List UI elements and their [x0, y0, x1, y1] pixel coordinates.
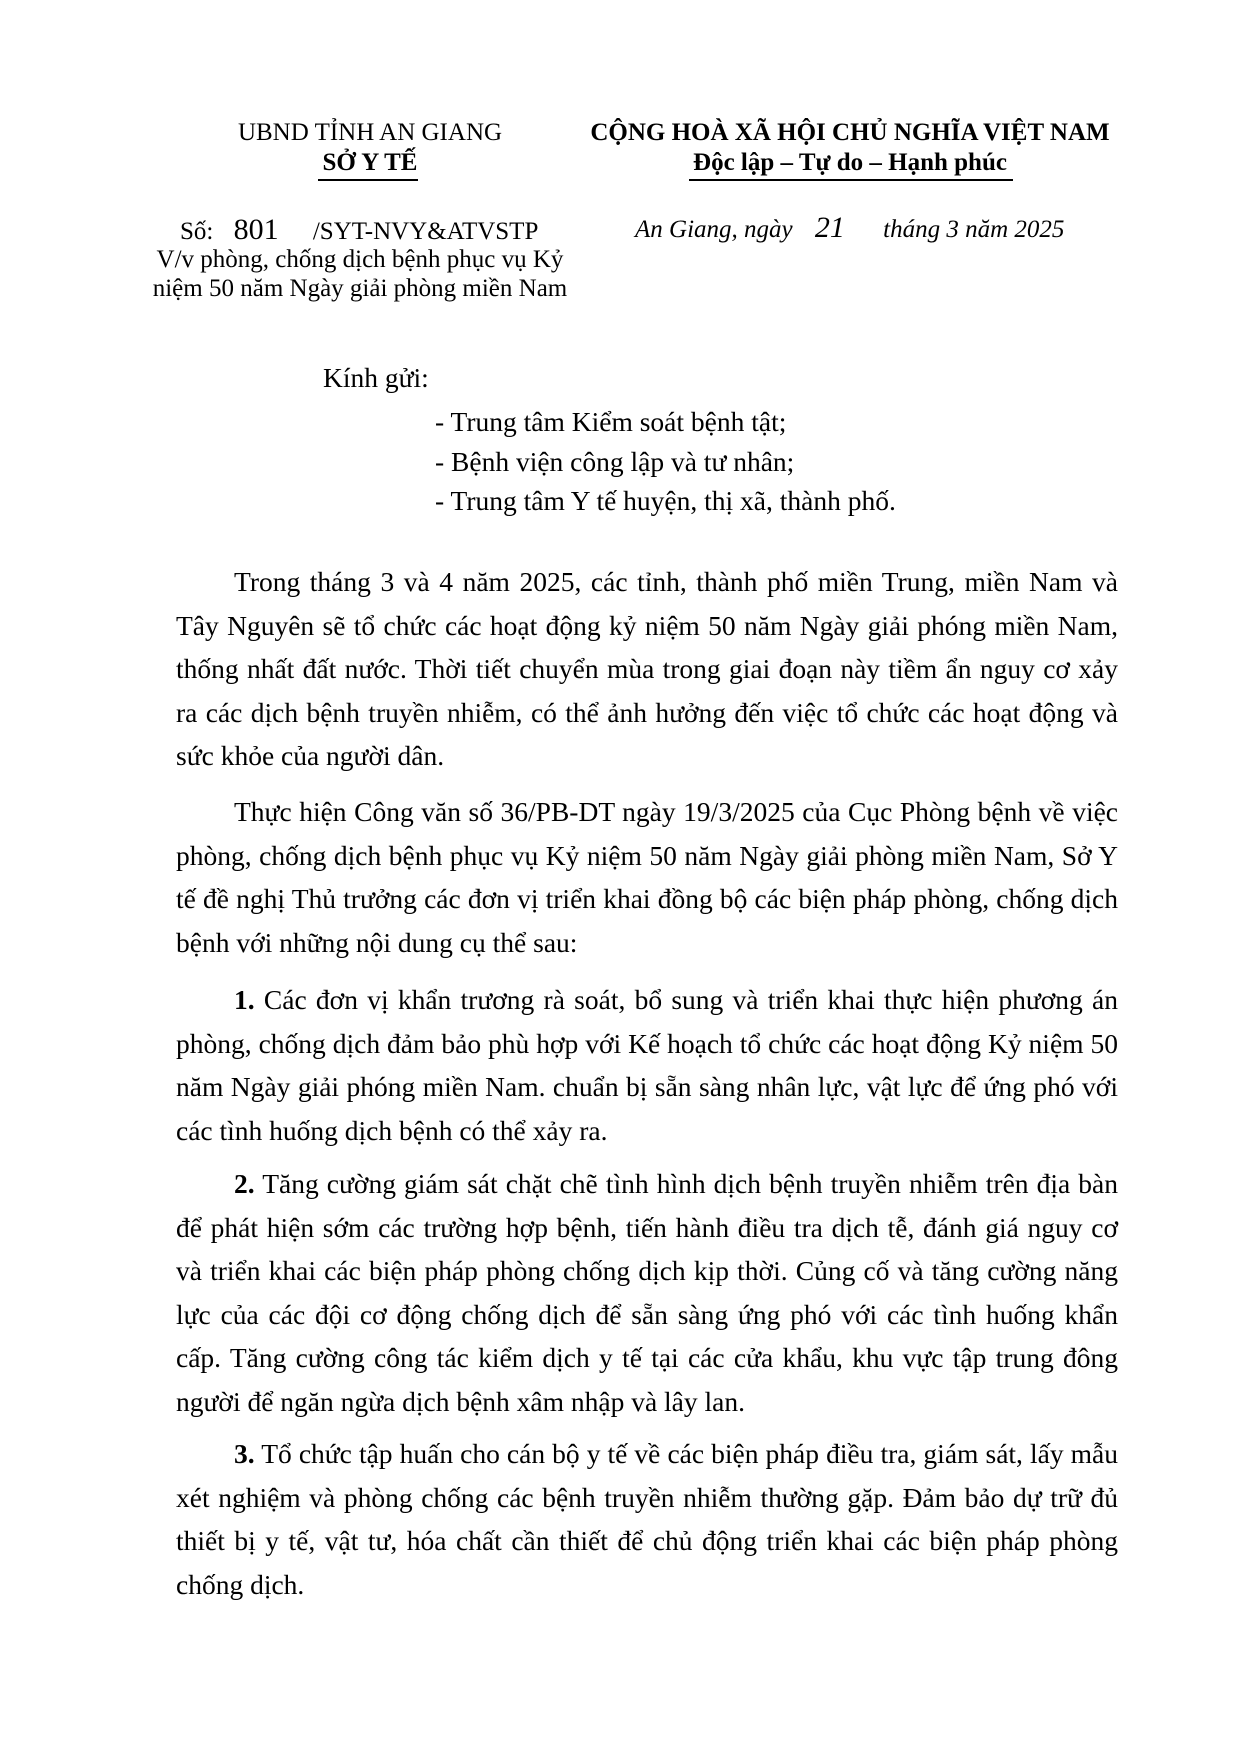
recipient-item: - Bệnh viện công lập và tư nhân; — [435, 446, 795, 477]
national-title: CỘNG HOÀ XÃ HỘI CHỦ NGHĨA VIỆT NAM — [590, 119, 1110, 146]
date-month-year: tháng 3 năm 2025 — [883, 216, 1065, 243]
date-day: 21 — [814, 211, 845, 244]
motto-underline — [689, 179, 1013, 181]
body-paragraph-intro: Trong tháng 3 và 4 năm 2025, các tỉnh, thành phố miền Trung, miền Nam và Tây Nguyên sẽ tổ chức các hoạt động kỷ niệm 50 năm Ngày giải phóng miền Nam, thống nhất đất nước. Thời tiết chuyển mùa trong giai đoạn này tiềm ẩn nguy cơ xảy ra các dịch bệnh truyền nhiễm, có thể ảnh hưởng đến việc tổ chức các hoạt động và sức khỏe của người dân. — [176, 566, 1118, 771]
task-item-3-number: 3. — [234, 1438, 255, 1469]
doc-number-line — [180, 215, 538, 247]
greeting: Kính gửi: — [323, 362, 429, 393]
task-item-2-number: 2. — [234, 1168, 255, 1199]
doc-number-prefix: Số: — [180, 218, 214, 245]
body-paragraph-reference: Thực hiện Công văn số 36/PB-DT ngày 19/3/2025 của Cục Phòng bệnh về việc phòng, chống dịch bệnh phục vụ Kỷ niệm 50 năm Ngày giải phòng miền Nam, Sở Y tế đề nghị Thủ trưởng các đơn vị triển khai đồng bộ các biện pháp phòng, chống dịch bệnh với những nội dung cụ thể sau: — [176, 796, 1118, 958]
doc-number-suffix: /SYT-NVY&ATVSTP — [312, 218, 539, 245]
doc-number-value: 801 — [233, 213, 279, 246]
task-item-2-text: Tăng cường giám sát chặt chẽ tình hình dịch bệnh truyền nhiễm trên địa bàn để phát hiện sớm các trường hợp bệnh, tiến hành điều tra dịch tễ, đánh giá nguy cơ và triển khai các biện pháp phòng chống dịch kịp thời. Củng cố và tăng cường năng lực của các đội cơ động chống dịch để sẵn sàng ứng phó với các tình huống khẩn cấp. Tăng cường công tác kiểm dịch y tế tại các cửa khẩu, khu vực tập trung đông người để ngăn ngừa dịch bệnh xâm nhập và lây lan. — [176, 1168, 1118, 1417]
department-name: SỞ Y TẾ — [322, 149, 418, 176]
task-item-1-text: Các đơn vị khẩn trương rà soát, bổ sung và triển khai thực hiện phương án phòng, chống dịch đảm bảo phù hợp với Kế hoạch tổ chức các hoạt động Kỷ niệm 50 năm Ngày giải phóng miền Nam. chuẩn bị sẵn sàng nhân lực, vật lực để ứng phó với các tình huống dịch bệnh có thể xảy ra. — [176, 984, 1119, 1146]
national-motto: Độc lập – Tự do – Hạnh phúc — [693, 149, 1007, 176]
date-place: An Giang, ngày — [635, 216, 793, 243]
subject-line-1: V/v phòng, chống dịch bệnh phục vụ Kỷ — [156, 246, 564, 273]
task-item-1 — [176, 978, 1118, 1152]
task-item-1-number: 1. — [234, 984, 255, 1015]
task-item-2 — [176, 1162, 1118, 1423]
task-item-3 — [176, 1432, 1118, 1606]
task-item-3-text: Tổ chức tập huấn cho cán bộ y tế về các biện pháp điều tra, giám sát, lấy mẫu xét nghiệm và phòng chống các bệnh truyền nhiễm thường gặp. Đảm bảo dự trữ đủ thiết bị y tế, vật tư, hóa chất cần thiết để chủ động triển khai các biện pháp phòng chống dịch. — [176, 1438, 1118, 1600]
recipient-item: - Trung tâm Y tế huyện, thị xã, thành phố. — [435, 485, 896, 516]
subject-line-2: niệm 50 năm Ngày giải phòng miền Nam — [152, 275, 568, 302]
department-underline — [318, 179, 418, 181]
document-date — [635, 213, 1064, 245]
recipient-item: - Trung tâm Kiểm soát bệnh tật; — [435, 406, 787, 437]
agency-name: UBND TỈNH AN GIANG — [237, 119, 503, 146]
